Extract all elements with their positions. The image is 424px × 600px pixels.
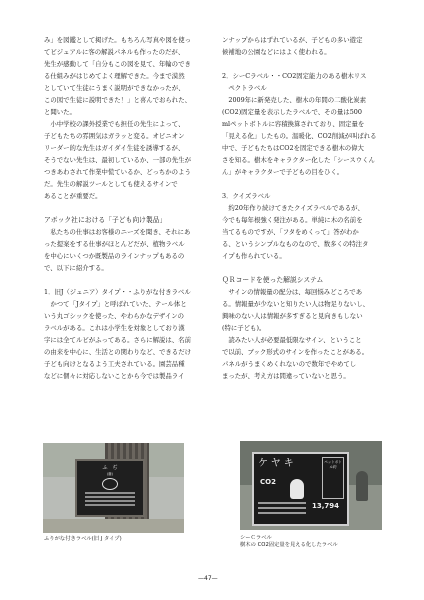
text-line: で以前、ブック形式のサインを作ったことがある。 bbox=[222, 348, 369, 356]
qr-section-heading: ＱＲコードを使った解説システム bbox=[222, 276, 324, 284]
text-line: ラベルがある。これは小学生を対象としており漢 bbox=[44, 324, 185, 332]
text-line: み」を図鑑として掲げた。もちろん写真や図を使っ bbox=[44, 36, 191, 44]
bottle-panel: ペットボトル約 bbox=[322, 457, 344, 499]
section-heading: アボック社における「子ども向け製品」 bbox=[44, 216, 167, 224]
text-line: としていて生徒にうまく説明ができなかったが、 bbox=[44, 84, 185, 92]
text-line: mlペットボトルに容積換算されており、固定量を bbox=[222, 120, 365, 128]
text-line: と聞いた。 bbox=[44, 108, 76, 116]
item-heading: 1．旧J（ジュニア）タイプ・・ふりがな付きラベル bbox=[44, 288, 191, 296]
text-line: 当てるものですが、「フタをめくって」答がわか bbox=[222, 228, 359, 236]
qr-paragraph bbox=[222, 286, 394, 382]
item-1-block bbox=[44, 286, 216, 382]
co2-amount: 13,794 bbox=[312, 502, 340, 510]
left-paragraph-1 bbox=[44, 34, 216, 118]
text-line: (CO2)固定量を表示したラベルで、その量は500 bbox=[222, 108, 362, 116]
text-line: つきあわされて作業中慌ているか、どっちかのよう bbox=[44, 168, 191, 176]
right-column bbox=[222, 34, 394, 382]
page-number: —47— bbox=[198, 575, 218, 582]
person-figure bbox=[356, 471, 368, 501]
right-photo-caption bbox=[240, 535, 338, 549]
furigana-label-photo bbox=[43, 443, 184, 533]
spacer bbox=[44, 202, 216, 214]
spacer bbox=[222, 58, 394, 70]
text-line: で、以下に紹介する。 bbox=[44, 264, 108, 272]
text-line: 「見える化」したもの。温暖化、CO2削減が叫ばれる bbox=[222, 132, 377, 140]
sign-title: ふ ぢ bbox=[102, 465, 118, 471]
left-paragraph-3 bbox=[44, 226, 216, 274]
leaf-illustration bbox=[102, 478, 118, 490]
caption-line-1: シーＣラベル bbox=[240, 535, 272, 541]
item-heading: 3．クイズラベル bbox=[222, 192, 271, 200]
text-line: さを知る。樹木をキャラクター化した「シースウくん bbox=[222, 156, 375, 164]
text-line: を中心にいくつか既製品のラインナップもあるの bbox=[44, 252, 185, 260]
text-line: まったが、考え方は間違っていないと思う。 bbox=[222, 372, 350, 380]
text-line: だ。先生の解説ツールとしても使えるサインで bbox=[44, 180, 178, 188]
text-line: 先生が感動して「自分もこの図を見て、年輪のでき bbox=[44, 60, 191, 68]
text-line: リーダー的な先生はガイダイ生徒を誘導するが、 bbox=[44, 144, 185, 152]
text-line: 字には全てルビがふってある。さらに解説は、名前 bbox=[44, 336, 191, 344]
item-3-block bbox=[222, 190, 394, 262]
left-column bbox=[44, 34, 216, 382]
text-line: 子ども向けとなるよう工夫されている。園芸品種 bbox=[44, 360, 185, 368]
sea-c-label-photo bbox=[240, 441, 382, 530]
text-line: る仕組みがはじめてよく理解できた。今まで漠然 bbox=[44, 72, 185, 80]
text-line: この図で生徒に説明できた！」と喜んでおられた、 bbox=[44, 96, 191, 104]
text-line: そうでない先生は、最初しているか、一部の先生が bbox=[44, 156, 191, 164]
caption-line-2: 樹木の CO2固定量を見える化したラベル bbox=[240, 542, 338, 548]
text-line: る。情報量が少ないと知りたい人は物足りないし、 bbox=[222, 300, 369, 308]
text-line: の由来を中心に、生活との関わりなど、できるだけ bbox=[44, 348, 191, 356]
text-line: 子どもたちの雰囲気はガラッと変る。オピニオン bbox=[44, 132, 185, 140]
text-line: かつて「Jタイプ」と呼ばれていた、テール体と bbox=[50, 300, 187, 308]
text-line: サインの情報量の配分は、毎回悩みどころであ bbox=[228, 288, 363, 296]
sign-text-lines bbox=[82, 492, 138, 506]
text-line: ん」がキャラクターで子どもの目をひく。 bbox=[222, 168, 344, 176]
furigana-sign bbox=[75, 459, 145, 517]
text-line: 候補地の公園などにはよく使われる。 bbox=[222, 48, 331, 56]
text-line: った提案をする仕事がほとんどだが、植物ラベル bbox=[44, 240, 185, 248]
text-line: (特に子ども)。 bbox=[222, 324, 266, 332]
sign-line bbox=[258, 507, 306, 509]
spacer bbox=[222, 178, 394, 190]
sign-line bbox=[258, 512, 306, 514]
sign-subtitle: (藤) bbox=[107, 472, 113, 476]
spacer bbox=[222, 262, 394, 274]
left-photo-caption: ふりがな付きラベル(旧 J タイプ) bbox=[44, 536, 122, 542]
text-line: ンナップからはずれているが、子どもの多い遊定 bbox=[222, 36, 363, 44]
text-line: 約20年作り続けてきたクイズラベルであるが、 bbox=[228, 204, 364, 212]
text-line: いう丸ゴシックを使った、やわらかなデザインの bbox=[44, 312, 185, 320]
left-paragraph-2 bbox=[44, 118, 216, 202]
text-line: イプも作られている。 bbox=[222, 252, 286, 260]
text-line: 今でも毎年根強く発注がある。単純に木の名前を bbox=[222, 216, 363, 224]
text-line: 小中学校の課外授業でも担任の先生によって、 bbox=[50, 120, 185, 128]
spacer bbox=[44, 274, 216, 286]
text-line: などに個々に対応しないことから今では製品ライ bbox=[44, 372, 185, 380]
item-heading: 2．シーCラベル・・CO2固定能力のある樹木リス bbox=[222, 72, 367, 80]
text-line: パネルがうまくめくれないので数年でやめてし bbox=[222, 360, 357, 368]
text-line: ペクトラベル bbox=[228, 84, 267, 92]
item-2-block bbox=[222, 70, 394, 178]
text-line: てビジュアルに客の解説パネルも作ったのだが、 bbox=[44, 48, 185, 56]
text-line: 2009年に新発売した、樹木の年間の二酸化炭素 bbox=[228, 96, 367, 104]
text-line: 中で、子どもたちはCO2を固定できる樹木の偉大 bbox=[222, 144, 364, 152]
tree-name: ケヤキ bbox=[258, 458, 297, 469]
text-line: あることが重要だ。 bbox=[44, 192, 102, 200]
mascot-character bbox=[290, 479, 304, 499]
sea-c-sign bbox=[252, 452, 349, 526]
text-line: 読みたい人が必要最低限なサイン、ということ bbox=[228, 336, 362, 344]
right-paragraph-1 bbox=[222, 34, 394, 58]
text-line: 私たちの仕事はお客様のニーズを聞き、それにあ bbox=[50, 228, 191, 236]
co2-mark: CO2 bbox=[260, 478, 276, 486]
sign-line bbox=[258, 502, 306, 504]
ground bbox=[43, 519, 184, 533]
text-line: 興味のない人は情報が多すぎると見向きもしない bbox=[222, 312, 363, 320]
text-line: る、というシンプルなものなので、数多くの特注タ bbox=[222, 240, 369, 248]
